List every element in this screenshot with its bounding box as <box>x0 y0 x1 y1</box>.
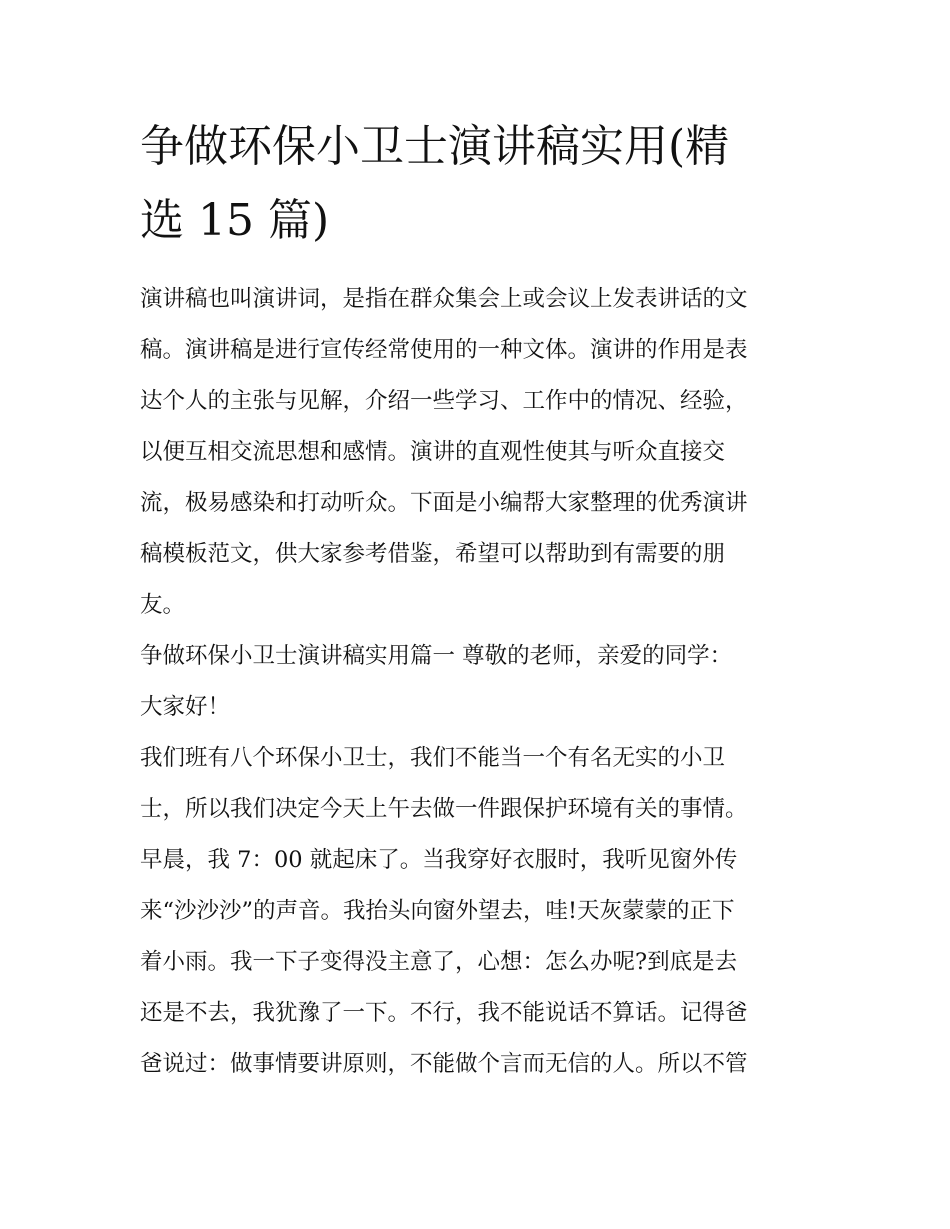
body-line: 友。 <box>140 592 186 618</box>
section-heading-line: 争做环保小卫士演讲稿实用篇一 尊敬的老师，亲爱的同学： <box>140 643 733 669</box>
body-line: 稿。演讲稿是进行宣传经常使用的一种文体。演讲的作用是表 <box>140 337 748 363</box>
body-line: 来“沙沙沙”的声音。我抬头向窗外望去，哇!天灰蒙蒙的正下 <box>140 898 735 924</box>
body-line: 达个人的主张与见解，介绍一些学习、工作中的情况、经验， <box>140 388 748 414</box>
body-line: 演讲稿也叫演讲词，是指在群众集会上或会议上发表讲话的文 <box>140 286 748 312</box>
body-line: 士，所以我们决定今天上午去做一件跟保护环境有关的事情。 <box>140 796 748 822</box>
body-line: 以便互相交流思想和感情。演讲的直观性使其与听众直接交 <box>140 439 726 465</box>
body-line: 稿模板范文，供大家参考借鉴，希望可以帮助到有需要的朋 <box>140 541 726 567</box>
document-body <box>140 274 820 1090</box>
greeting-line: 大家好！ <box>140 694 231 720</box>
body-line: 我们班有八个环保小卫士，我们不能当一个有名无实的小卫 <box>140 745 726 771</box>
body-line: 还是不去，我犹豫了一下。不行，我不能说话不算话。记得爸 <box>140 1000 748 1026</box>
title-line-1: 争做环保小卫士演讲稿实用(精 <box>140 121 730 172</box>
title-line-2: 选 15 篇) <box>140 195 330 246</box>
body-line: 爸说过：做事情要讲原则，不能做个言而无信的人。所以不管 <box>140 1051 748 1077</box>
body-line: 着小雨。我一下子变得没主意了，心想：怎么办呢?到底是去 <box>140 949 738 975</box>
document-title <box>140 110 820 258</box>
body-line: 早晨，我 7：00 就起床了。当我穿好衣服时，我听见窗外传 <box>140 847 738 873</box>
body-line: 流，极易感染和打动听众。下面是小编帮大家整理的优秀演讲 <box>140 490 748 516</box>
